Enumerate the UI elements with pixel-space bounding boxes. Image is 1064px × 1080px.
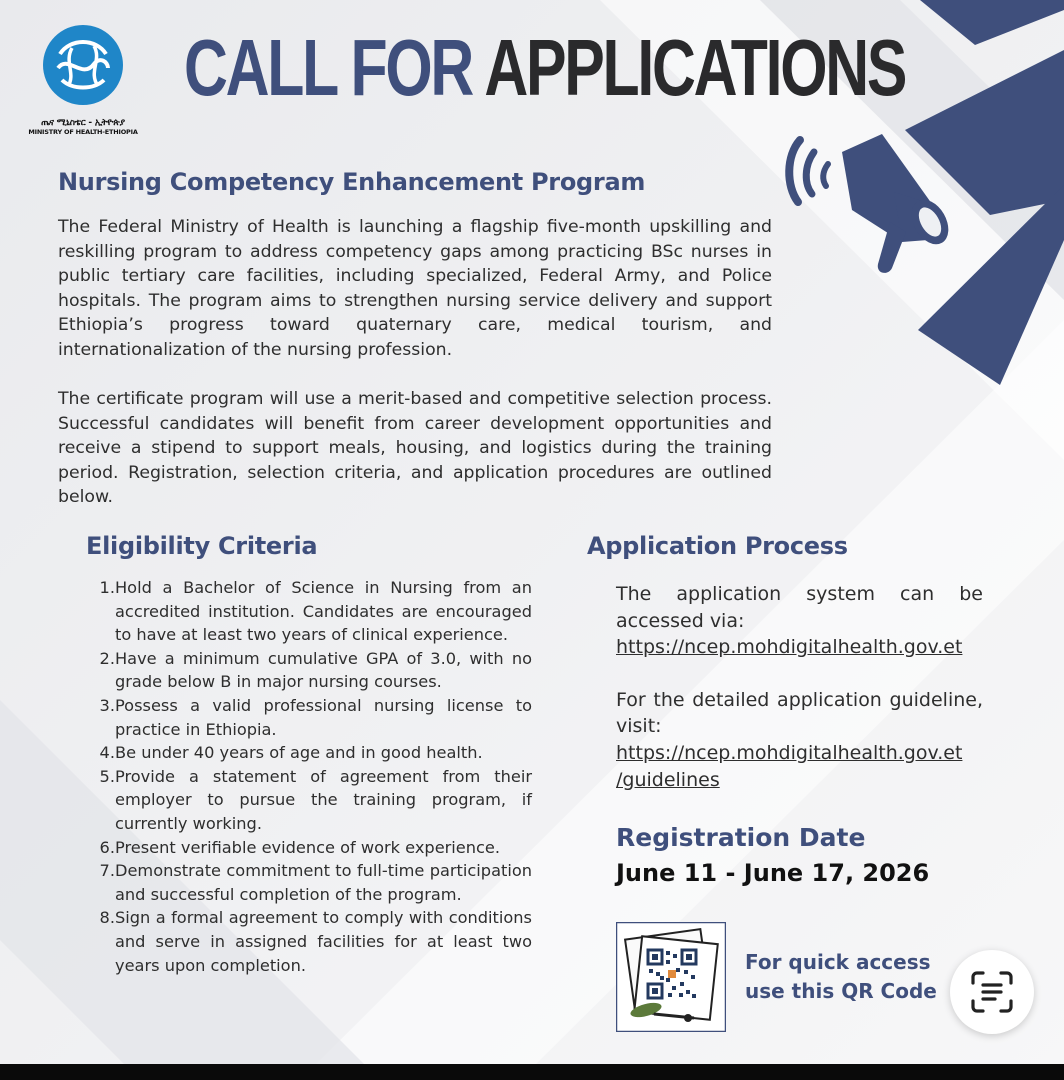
item-text: Be under 40 years of age and in good health.	[115, 743, 483, 763]
qr-caption-line-2: use this QR Code	[745, 979, 937, 1003]
item-text: Sign a formal agreement to comply with conditions and serve in assigned facilities for at least two years upon completion.	[115, 908, 532, 975]
access-text: The application system can be accessed via:	[616, 583, 983, 632]
title-part-1: CALL FOR	[184, 23, 472, 112]
scan-text-button[interactable]	[950, 950, 1034, 1034]
eligibility-list	[92, 576, 532, 977]
guideline-link-line-1[interactable]: https://ncep.mohdigitalhealth.gov.et	[616, 741, 963, 764]
item-number: 4.	[99, 743, 115, 763]
intro-paragraph-1: The Federal Ministry of Health is launching a flagship five-month upskilling and reskilling program to address competency gaps among practicing BSc nurses in public tertiary care facilities, including specialized, Federal Army, and Police hospitals. The program aims to strengthen nursing service delivery and support Ethiopia’s progress toward quaternary care, medical tourism, and internationalization of the nursing profession.	[58, 217, 772, 360]
list-item	[92, 647, 532, 694]
list-item	[92, 741, 532, 765]
registration-date: June 11 - June 17, 2026	[616, 859, 930, 887]
list-item	[92, 836, 532, 860]
qr-caption-line-1: For quick access	[745, 950, 931, 974]
ministry-logo-icon	[42, 24, 124, 106]
eligibility-title: Eligibility Criteria	[86, 532, 318, 560]
qr-code-icon[interactable]	[616, 922, 726, 1032]
logo-amharic-text: ጤና ሚኒስቴር - ኢትዮጵያ	[41, 118, 125, 128]
list-item	[92, 906, 532, 977]
guideline-link-line-2[interactable]: /guidelines	[616, 768, 720, 791]
list-item	[92, 859, 532, 906]
list-item	[92, 576, 532, 647]
logo-english-text: MINISTRY OF HEALTH-ETHIOPIA	[28, 128, 138, 136]
spacer	[616, 661, 983, 687]
title-part-2: APPLICATIONS	[484, 23, 906, 112]
item-number: 7.	[99, 861, 115, 881]
item-text: Present verifiable evidence of work experience.	[115, 837, 501, 857]
ministry-logo	[28, 24, 138, 136]
item-text: Have a minimum cumulative GPA of 3.0, with no grade below B in major nursing courses.	[115, 648, 532, 692]
item-number: 1.	[99, 578, 115, 597]
qr-caption	[745, 948, 937, 1006]
access-link[interactable]: https://ncep.mohdigitalhealth.gov.et	[616, 636, 963, 659]
list-item	[92, 765, 532, 836]
application-section	[616, 581, 983, 793]
application-title: Application Process	[587, 532, 848, 560]
megaphone-icon	[782, 122, 952, 282]
item-number: 6.	[99, 837, 115, 857]
item-number: 2.	[99, 648, 115, 668]
list-item	[92, 694, 532, 741]
item-text: Possess a valid professional nursing license to practice in Ethiopia.	[115, 695, 532, 739]
item-text: Demonstrate commitment to full-time participation and successful completion of the program.	[115, 861, 532, 904]
item-number: 8.	[99, 908, 115, 928]
item-number: 5.	[99, 766, 115, 786]
item-text: Hold a Bachelor of Science in Nursing from an accredited institution. Candidates are encouraged to have at least two years of clinical experience.	[115, 578, 532, 645]
bottom-bar	[0, 1064, 1064, 1080]
item-number: 3.	[99, 695, 115, 715]
page-title	[184, 22, 905, 114]
program-title: Nursing Competency Enhancement Program	[58, 168, 646, 196]
scan-text-icon	[969, 969, 1015, 1015]
guideline-text: For the detailed application guideline, visit:	[616, 688, 983, 738]
intro-paragraph-2: The certificate program will use a merit-based and competitive selection process. Successful candidates will benefit from career development opportunities and receive a stipend to support meals, housing, and logistics during the training period. Registration, selection criteria, and application procedures are outlined below.	[58, 389, 772, 508]
item-text: Provide a statement of agreement from their employer to pursue the training program, if currently working.	[115, 766, 532, 833]
registration-title: Registration Date	[616, 823, 866, 852]
